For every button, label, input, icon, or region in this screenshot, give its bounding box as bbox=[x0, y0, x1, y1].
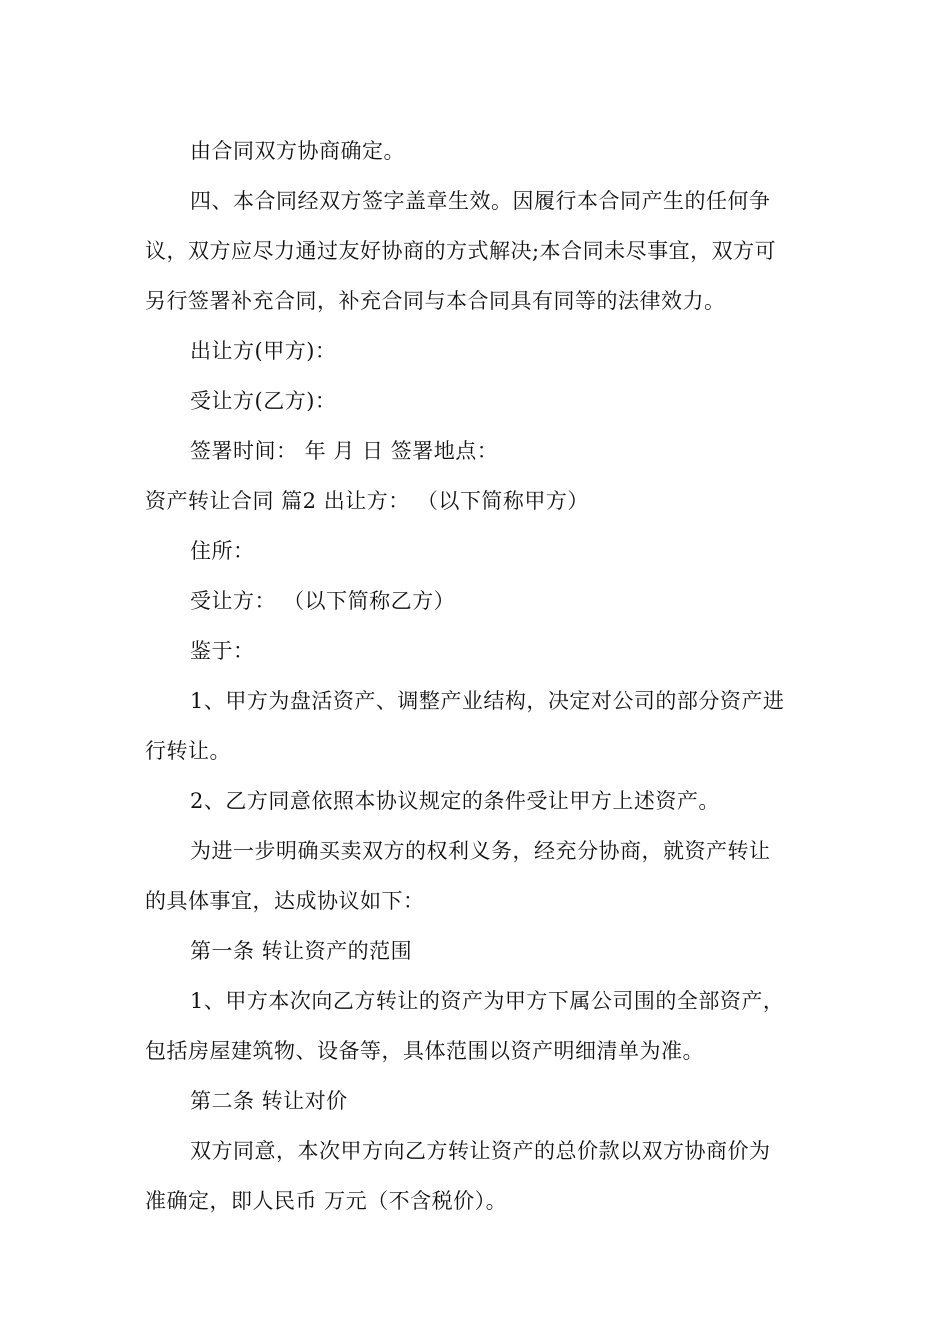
signing-date-place: 签署时间： 年 月 日 签署地点： bbox=[190, 439, 499, 463]
paragraph-line: 议，双方应尽力通过友好协商的方式解决;本合同未尽事宜，双方可 bbox=[145, 239, 777, 263]
paragraph-line: 为进一步明确买卖双方的权利义务，经充分协商，就资产转让 bbox=[190, 839, 771, 863]
paragraph-line: 包括房屋建筑物、设备等，具体范围以资产明细清单为准。 bbox=[145, 1039, 704, 1063]
paragraph-line: 2、乙方同意依照本协议规定的条件受让甲方上述资产。 bbox=[190, 789, 720, 813]
signature-party-b: 受让方(乙方)： bbox=[190, 389, 337, 413]
article-heading: 第二条 转让对价 bbox=[190, 1089, 348, 1113]
paragraph-line: 行转让。 bbox=[145, 739, 231, 763]
paragraph-line: 的具体事宜，达成协议如下： bbox=[145, 889, 425, 913]
paragraph-line: 四、本合同经双方签字盖章生效。因履行本合同产生的任何争 bbox=[190, 189, 771, 213]
paragraph-line: 另行签署补充合同，补充合同与本合同具有同等的法律效力。 bbox=[145, 289, 726, 313]
section-heading: 资产转让合同 篇2 出让方： （以下简称甲方） bbox=[145, 489, 589, 513]
paragraph-line: 准确定，即人民币 万元（不含税价）。 bbox=[145, 1189, 508, 1213]
paragraph-line: 1、甲方本次向乙方转让的资产为甲方下属公司围的全部资产， bbox=[190, 989, 785, 1013]
paragraph-line: 受让方： （以下简称乙方） bbox=[190, 589, 456, 613]
signature-party-a: 出让方(甲方)： bbox=[190, 339, 337, 363]
paragraph-line: 由合同双方协商确定。 bbox=[190, 139, 405, 163]
article-heading: 第一条 转让资产的范围 bbox=[190, 939, 413, 963]
paragraph-line: 鉴于： bbox=[190, 639, 255, 663]
paragraph-line: 双方同意，本次甲方向乙方转让资产的总价款以双方协商价为 bbox=[190, 1139, 771, 1163]
paragraph-line: 住所： bbox=[190, 539, 255, 563]
paragraph-line: 1、甲方为盘活资产、调整产业结构，决定对公司的部分资产进 bbox=[190, 689, 785, 713]
